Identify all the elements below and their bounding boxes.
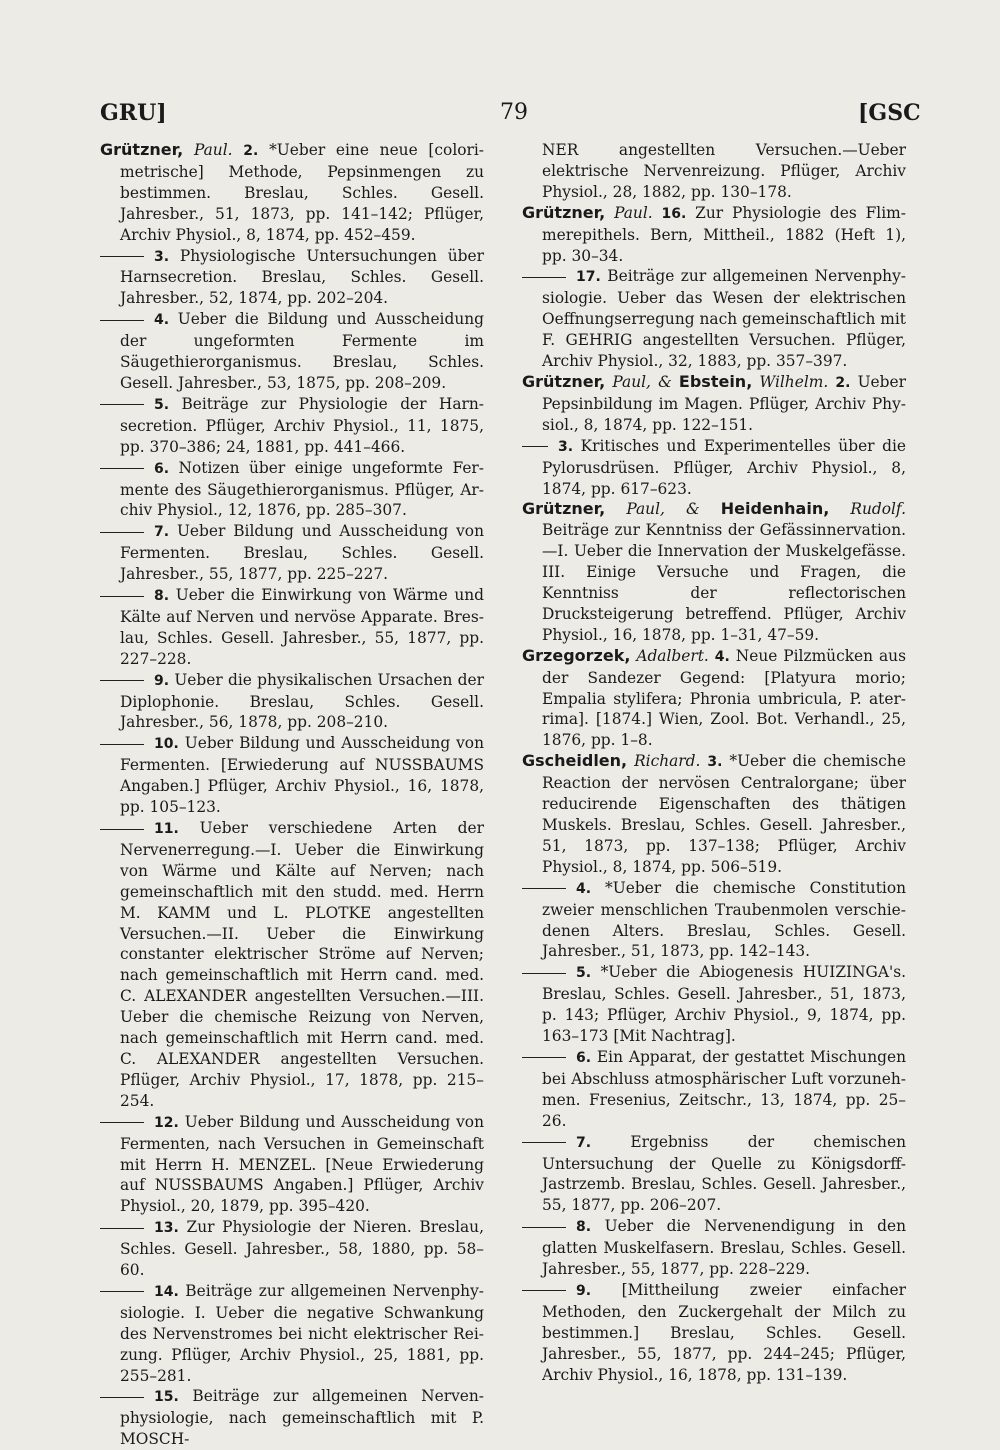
ditto-rule <box>522 1057 566 1058</box>
entry-number: 2. <box>243 143 259 159</box>
ditto-rule <box>100 468 144 469</box>
ditto-rule <box>100 256 144 257</box>
ditto-rule <box>100 680 144 681</box>
ditto-rule <box>522 277 566 278</box>
entry-number: 17. <box>576 269 601 286</box>
entry-number: 10. <box>154 736 179 753</box>
entry-number: 4. <box>714 648 730 665</box>
bibliography-entry <box>100 140 484 246</box>
bibliography-entry <box>522 1280 906 1386</box>
entry-text: Ueber die Einwirkung von Wärme und Kälte auf Nerven und nervöse Apparate. Breslau, Schles. Gesell. Jahresber., 55, 1877, pp. 227–228. <box>120 586 484 668</box>
ditto-rule <box>522 446 548 447</box>
ditto-rule <box>100 1228 144 1229</box>
entry-text: Notizen über einige ungeformte Fermente des Säugethierorganismus. Pflüger, Archiv Physiol., 12, 1876, pp. 285–307. <box>120 458 484 520</box>
entry-text: Ueber verschiedene Arten der Nervenerregung.—I. Ueber die Einwirkung von Wärme und Kälte auf Nerven; nach gemeinschaftlich mit den studd. med. Herrn M. KAMM und L. PLOTKE angestellten Versuchen.—II. Ueber die Einwirkung constanter elektrischer Ströme auf Nerven; nach gemeinschaftlich mit Herrn cand. med. C. ALEXANDER angestellten Versuchen.—III. Ueber die chemische Reizung von Nerven, nach gemeinschaftlich mit Herrn cand. med. C. ALEXANDER angestellten Versuchen. Pflüger, Archiv Physiol., 17, 1878, pp. 215–254. <box>120 819 484 1110</box>
bibliography-entry <box>100 1386 484 1450</box>
bibliography-entry <box>522 436 906 500</box>
entry-text: Zur Physiologie der Nieren. Breslau, Schles. Gesell. Jahresber., 58, 1880, pp. 58–60. <box>120 1218 484 1280</box>
entry-number: 6. <box>154 460 170 477</box>
entry-text: Ueber Bildung und Ausscheidung von Fermenten, nach Versuchen in Gemeinschaft mit Herrn H. MENZEL. [Neue Erwiederung auf NUSSBAUMS Angaben.] Pflüger, Archiv Physiol., 20, 1879, pp. 395–420. <box>120 1112 484 1216</box>
entry-text: NER angestellten Versuchen.—Ueber elektrische Nervenreizung. Pflüger, Archiv Physiol., 28, 1882, pp. 130–178. <box>542 141 906 201</box>
author-given-name: Paul. <box>193 141 233 159</box>
entry-number: 12. <box>154 1114 179 1131</box>
entry-number: 16. <box>661 205 687 222</box>
right-column <box>522 140 906 1385</box>
author-name: Grzegorzek, <box>522 645 631 665</box>
author-name: Grützner, <box>522 202 606 222</box>
coauthor-given-name: Wilhelm. <box>759 372 829 391</box>
bibliography-entry <box>522 499 906 645</box>
author-given-name: Richard. <box>634 752 701 771</box>
entry-number: 7. <box>154 524 170 541</box>
entry-text: *Ueber eine neue [colorimetrische] Methode, Pepsinmengen zu bestimmen. Breslau, Schles. Gesell. Jahresber., 51, 1873, pp. 141–142; Pflüger, Archiv Physiol., 8, 1874, pp. 452–459. <box>120 141 484 244</box>
entry-text: *Ueber die chemische Reaction der nervösen Centralorgane; über reducirende Eigenschaften des thätigen Muskels. Breslau, Schles. Gesell. Jahresber., 51, 1873, pp. 137–138; Pflüger, Archiv Physiol., 8, 1874, pp. 506–519. <box>542 752 906 876</box>
entry-text: Ueber Bildung und Ausscheidung von Fermenten. Breslau, Schles. Gesell. Jahresber., 55, 1877, pp. 225–227. <box>120 522 484 584</box>
author-name: Grützner, <box>100 140 184 159</box>
running-head-right: [GSC <box>858 100 921 126</box>
entry-number: 4. <box>154 312 170 329</box>
coauthor-name: Heidenhain, <box>720 499 830 519</box>
ditto-rule <box>100 829 144 830</box>
entry-text: Beiträge zur Physiologie der Harnsecretion. Pflüger, Archiv Physiol., 11, 1875, pp. 370–386; 24, 1881, pp. 441–466. <box>120 394 484 456</box>
bibliography-entry <box>100 585 484 670</box>
bibliography-entry <box>100 394 484 458</box>
author-given-name: Paul, & <box>626 500 721 519</box>
bibliography-entry <box>522 878 906 963</box>
ditto-rule <box>100 1122 144 1123</box>
entry-number: 4. <box>576 880 592 897</box>
bibliography-entry <box>100 670 484 734</box>
bibliography-entry <box>100 1217 484 1281</box>
coauthor-name: Ebstein, <box>678 371 753 391</box>
bibliography-entry <box>100 818 484 1112</box>
bibliography-entry <box>522 646 906 752</box>
ditto-rule <box>100 1291 144 1292</box>
entry-text: Ueber die Bildung und Ausscheidung der ungeformten Fermente im Säugethierorganismus. Breslau, Schles. Gesell. Jahresber., 53, 1875, pp. 208–209. <box>120 310 484 392</box>
entry-number: 6. <box>576 1049 592 1066</box>
author-given-name: Adalbert. <box>636 646 709 665</box>
entry-number: 9. <box>576 1282 592 1299</box>
entry-text: Zur Physiologie des Flimmerepithels. Bern, Mittheil., 1882 (Heft 1), pp. 30–34. <box>542 203 906 265</box>
author-name: Gscheidlen, <box>522 751 628 771</box>
entry-number: 15. <box>154 1389 179 1406</box>
author-given-name: Paul, & <box>612 372 679 391</box>
bibliography-entry <box>100 309 484 394</box>
entry-number: 8. <box>576 1219 592 1236</box>
page-number: 79 <box>500 100 528 125</box>
entry-number: 2. <box>835 374 851 391</box>
entry-text: Ueber die Nervenendigung in den glatten Muskelfasern. Breslau, Schles. Gesell. Jahresber., 55, 1877, pp. 228–229. <box>542 1217 906 1279</box>
entry-number: 3. <box>707 754 723 771</box>
left-column <box>100 140 484 1450</box>
ditto-rule <box>100 596 144 597</box>
entry-number: 5. <box>154 396 170 413</box>
ditto-rule <box>100 744 144 745</box>
entry-text: Ueber Bildung und Ausscheidung von Fermenten. [Erwiederung auf NUSSBAUMS Angaben.] Pflüger, Archiv Physiol., 16, 1878, pp. 105–123. <box>120 734 484 817</box>
coauthor-given-name: Rudolf. <box>850 500 906 519</box>
ditto-rule <box>522 973 566 974</box>
entry-text: Ueber Pepsinbildung im Magen. Pflüger, Archiv Physiol., 8, 1874, pp. 122–151. <box>542 372 906 434</box>
bibliography-entry <box>522 751 906 877</box>
bibliography-entry <box>100 246 484 310</box>
entry-text: *Ueber die Abiogenesis HUIZINGA's. Breslau, Schles. Gesell. Jahresber., 51, 1873, p. 143; Pflüger, Archiv Physiol., 9, 1874, pp. 163–173 [Mit Nachtrag]. <box>542 963 906 1046</box>
author-name: Grützner, <box>522 371 606 391</box>
ditto-rule <box>100 320 144 321</box>
bibliography-entry <box>522 1047 906 1132</box>
bibliography-entry <box>522 1132 906 1217</box>
ditto-rule <box>522 1290 566 1291</box>
entry-number: 13. <box>154 1220 179 1237</box>
entry-number: 8. <box>154 588 170 605</box>
bibliography-entry <box>100 1281 484 1387</box>
entry-text: Beiträge zur allgemeinen Nervenphysiologie. Ueber das Wesen der elektrischen Oeffnungserregung nach gemeinschaftlich mit F. GEHRIG angestellten Versuchen. Pflüger, Archiv Physiol., 32, 1883, pp. 357–397. <box>542 267 906 371</box>
bibliography-entry <box>100 458 484 522</box>
author-name: Grützner, <box>522 499 606 519</box>
bibliography-entry <box>100 521 484 585</box>
entry-number: 3. <box>154 248 170 265</box>
entry-text: Beiträge zur Kenntniss der Gefässinnervation. —I. Ueber die Innervation der Muskelgefässe. III. Einige Versuche und Fragen, die Kenntniss der reflectorischen Drucksteigerung betreffend. Pflüger, Archiv Physiol., 16, 1878, pp. 1–31, 47–59. <box>542 521 906 644</box>
bibliography-entry <box>100 1112 484 1218</box>
running-head-left: GRU] <box>100 100 167 126</box>
ditto-rule <box>522 1142 566 1143</box>
ditto-rule <box>100 1397 144 1398</box>
bibliography-entry <box>522 266 906 372</box>
bibliography-entry <box>522 1216 906 1280</box>
entry-number: 9. <box>154 672 170 689</box>
bibliography-entry <box>522 140 906 203</box>
entry-number: 7. <box>576 1134 592 1151</box>
entry-text: Ein Apparat, der gestattet Mischungen bei Abschluss atmosphärischer Luft vorzunehmen. Fresenius, Zeitschr., 13, 1874, pp. 25–26. <box>542 1047 906 1130</box>
entry-text: Beiträge zur allgemeinen Nervenphysiologie. I. Ueber die negative Schwankung des Nervenstromes bei nicht elektrischer Reizung. Pflüger, Archiv Physiol., 25, 1881, pp. 255–281. <box>120 1281 484 1385</box>
ditto-rule <box>100 532 144 533</box>
ditto-rule <box>522 888 566 889</box>
entry-text: Ueber die physikalischen Ursachen der Diplophonie. Breslau, Schles. Gesell. Jahresber., 56, 1878, pp. 208–210. <box>120 670 484 732</box>
entry-number: 14. <box>154 1283 179 1300</box>
entry-text: Kritisches und Experimentelles über die Pylorusdrüsen. Pflüger, Archiv Physiol., 8, 1874, pp. 617–623. <box>542 436 906 498</box>
entry-text: Physiologische Untersuchungen über Harnsecretion. Breslau, Schles. Gesell. Jahresber., 52, 1874, pp. 202–204. <box>120 246 484 308</box>
entry-number: 3. <box>558 438 574 455</box>
entry-text: *Ueber die chemische Constitution zweier menschlichen Traubenmolen verschiedenen Alters. Breslau, Schles. Gesell. Jahresber., 51, 1873, pp. 142–143. <box>542 878 906 961</box>
entry-text: [Mittheilung zweier einfacher Methoden, den Zuckergehalt der Milch zu bestimmen.] Breslau, Schles. Gesell. Jahresber., 55, 1877, pp. 244–245; Pflüger, Archiv Physiol., 16, 1878, pp. 131–139. <box>542 1280 906 1384</box>
entry-text: Neue Pilzmücken aus der Sandezer Gegend: [Platyura morio; Empalia stylifera; Phronia umbricula, P. aterrima]. [1874.] Wien, Zool. Bot. Verhandl., 25, 1876, pp. 1–8. <box>542 646 906 750</box>
author-given-name: Paul. <box>614 203 653 222</box>
entry-text: Ergebniss der chemischen Untersuchung der Quelle zu Königsdorff-Jastrzemb. Breslau, Schles. Gesell. Jahresber., 55, 1877, pp. 206–207. <box>542 1132 906 1215</box>
entry-number: 11. <box>154 821 179 837</box>
bibliography-entry <box>522 203 906 267</box>
bibliography-entry <box>100 733 484 818</box>
ditto-rule <box>100 404 144 405</box>
ditto-rule <box>522 1227 566 1228</box>
bibliography-entry <box>522 962 906 1047</box>
entry-number: 5. <box>576 965 592 982</box>
bibliography-entry <box>522 372 906 436</box>
entry-text: Beiträge zur allgemeinen Nervenphysiologie, nach gemeinschaftlich mit P. MOSCH- <box>120 1387 484 1449</box>
